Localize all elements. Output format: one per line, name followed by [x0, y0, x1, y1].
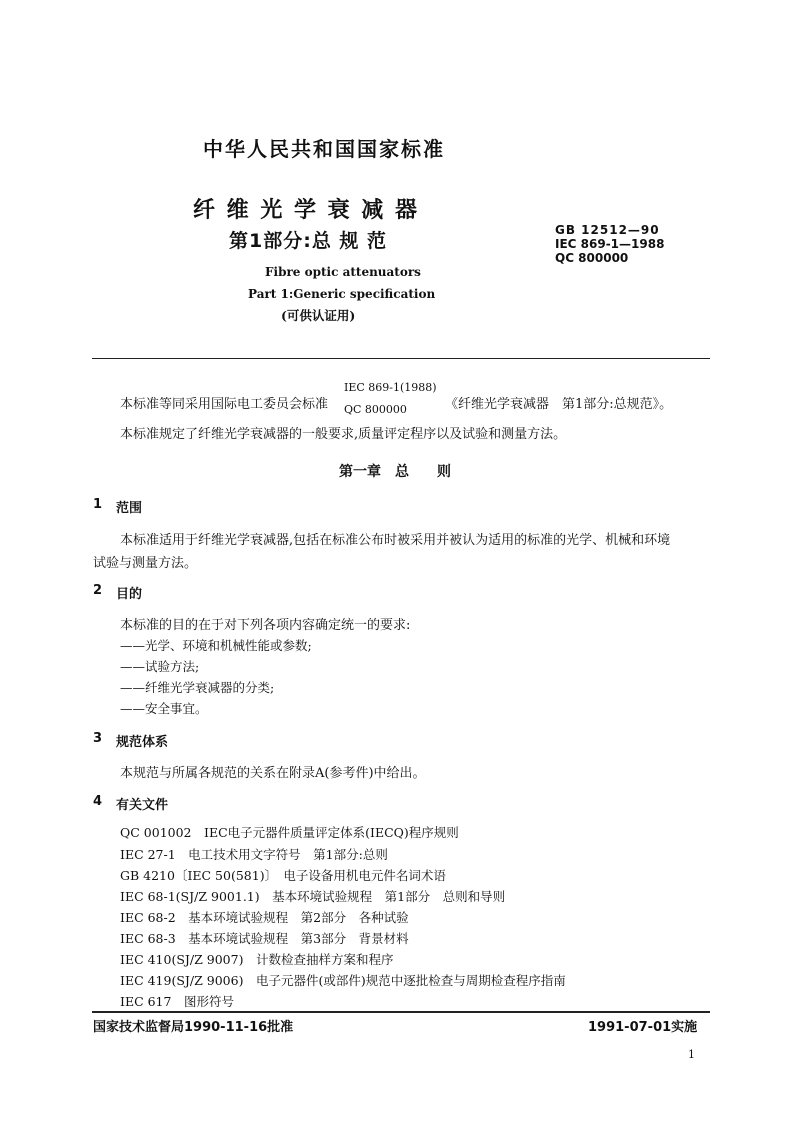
section-2-item: ——光学、环境和机械性能或参数; [120, 638, 312, 653]
reference-item: IEC 68-3 基本环境试验规程 第3部分 背景材料 [120, 931, 409, 946]
implementation-date: 1991-07-01实施 [588, 1020, 698, 1035]
section-2-number: 2 [93, 583, 103, 598]
intro-standard-bottom: QC 800000 [344, 403, 407, 416]
section-2-lead: 本标准的目的在于对下列各项内容确定统一的要求: [120, 618, 411, 633]
footer-divider [92, 1011, 710, 1013]
standard-code-gb: GB 12512—90 [555, 223, 660, 237]
english-title: Fibre optic attenuators [265, 265, 421, 279]
intro-line-1-prefix: 本标准等同采用国际电工委员会标准 [120, 397, 329, 412]
section-4-title: 有关文件 [116, 798, 169, 813]
document-title: 纤 维 光 学 衰 减 器 [193, 198, 419, 223]
english-subtitle: Part 1:Generic specification [248, 287, 436, 301]
section-3-title: 规范体系 [116, 735, 169, 750]
reference-item: GB 4210〔IEC 50(581)〕 电子设备用机电元件名词术语 [120, 868, 446, 883]
approval-date: 国家技术监督局1990-11-16批准 [93, 1020, 294, 1035]
reference-item: QC 001002 IEC电子元器件质量评定体系(IECQ)程序规则 [120, 825, 459, 840]
reference-item: IEC 410(SJ/Z 9007) 计数检查抽样方案和程序 [120, 952, 394, 967]
section-2-item: ——安全事宜。 [120, 701, 208, 716]
page-number: 1 [688, 1048, 695, 1061]
section-3-number: 3 [93, 731, 103, 746]
section-1-paragraph-line-2: 试验与测量方法。 [93, 556, 198, 571]
chapter-heading: 第一章 总 则 [339, 464, 451, 480]
intro-line-1-suffix: 《纤维光学衰减器 第1部分:总规范》。 [445, 397, 673, 412]
header-divider [92, 358, 710, 359]
standard-code-qc: QC 800000 [555, 251, 629, 265]
section-1-number: 1 [93, 497, 103, 512]
reference-item: IEC 617 图形符号 [120, 994, 234, 1009]
section-1-paragraph-line-1: 本标准适用于纤维光学衰减器,包括在标准公布时被采用并被认为适用的标准的光学、机械和环境 [120, 533, 671, 548]
intro-line-2: 本标准规定了纤维光学衰减器的一般要求,质量评定程序以及试验和测量方法。 [120, 427, 567, 442]
section-2-item: ——纤维光学衰减器的分类; [120, 680, 275, 695]
reference-item: IEC 419(SJ/Z 9006) 电子元器件(或部件)规范中逐批检查与周期检查程序指南 [120, 973, 566, 988]
section-2-item: ——试验方法; [120, 659, 200, 674]
reference-item: IEC 27-1 电工技术用文字符号 第1部分:总则 [120, 847, 388, 862]
section-3-text: 本规范与所属各规范的关系在附录A(参考件)中给出。 [120, 766, 426, 781]
certification-note: (可供认证用) [281, 308, 356, 323]
reference-item: IEC 68-1(SJ/Z 9001.1) 基本环境试验规程 第1部分 总则和导则 [120, 889, 506, 904]
intro-standard-top: IEC 869-1(1988) [344, 381, 437, 394]
reference-item: IEC 68-2 基本环境试验规程 第2部分 各种试验 [120, 910, 409, 925]
section-2-title: 目的 [116, 587, 143, 602]
document-subtitle: 第1部分:总 规 范 [229, 230, 388, 252]
section-1-title: 范围 [116, 501, 143, 516]
standard-code-iec: IEC 869-1—1988 [555, 237, 665, 251]
section-4-number: 4 [93, 794, 103, 809]
country-standard-heading: 中华人民共和国国家标准 [203, 137, 445, 161]
